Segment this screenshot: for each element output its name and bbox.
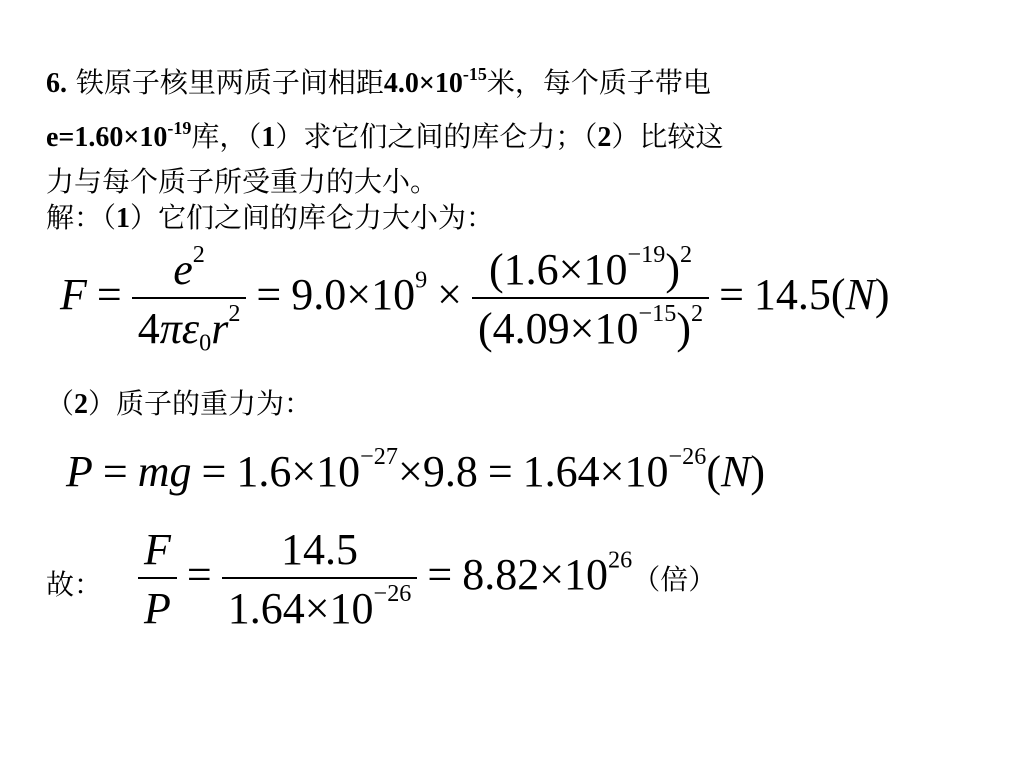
paren: ) [665,245,680,294]
label-text: ）它们之间的库仑力大小为： [130,201,495,234]
problem-text: ）比较这 [611,120,724,153]
solution-label-1 [46,196,494,236]
equals-sign: = [102,447,128,496]
epsilon-symbol: ε [181,304,200,353]
equals-sign: = [487,447,513,496]
weight-symbol: P [66,447,93,496]
times-sign: × [418,68,435,99]
problem-text: 库，（ [191,120,262,153]
paren: ( [706,447,721,496]
conclusion-label: 故： [46,568,103,601]
unit-symbol: N [720,447,751,496]
gravity-value: ×9.8 [398,447,478,496]
problem-text: ）求它们之间的库仑力；（ [275,120,598,153]
ratio-fraction [138,524,177,634]
part-number: 2 [597,122,612,153]
force-symbol: F [60,270,87,320]
part-number: 2 [74,389,89,420]
coulomb-constant: 9.0 [291,270,347,320]
coefficient: 4 [137,304,160,353]
charge-base: 10 [139,122,168,153]
exponent: −19 [627,241,666,269]
exponent: −15 [638,300,677,328]
paren: ) [874,270,890,320]
fraction-denominator [132,297,247,357]
label-text: ）质子的重力为： [88,387,313,420]
weight-value: 1.64×10 [227,584,374,633]
weight-result: 1.64×10 [522,447,669,496]
times-unit-label: （倍） [632,563,717,597]
equals-sign: = [201,447,227,496]
power-base: 10 [371,270,416,320]
paren: ) [676,304,691,353]
exponent: 9 [415,266,428,294]
distance-base: 10 [434,68,463,99]
gravity-equation [66,443,765,497]
coulomb-formula-fraction [132,241,247,357]
part-number: 1 [261,122,276,153]
fraction-denominator [222,577,418,634]
values-fraction [472,241,709,354]
problem-text: 铁原子核里两质子间相距 [75,66,384,99]
ratio-result: 8.82×10 [462,550,609,600]
times-sign: × [123,122,140,153]
problem-number: 6. [46,68,67,99]
label-text: （ [46,387,75,420]
equals-sign: = [186,550,212,600]
exponent: 2 [228,300,241,328]
pi-symbol: π [159,304,182,353]
equals-sign: = [427,550,453,600]
unit-symbol: N [845,270,875,320]
problem-line-2 [46,106,946,160]
radius-symbol: r [211,304,229,353]
fraction-denominator [472,297,709,354]
exponent: −26 [668,443,707,471]
problem-statement [46,52,946,204]
fraction-numerator [132,241,247,297]
paren: ) [750,447,765,496]
distance-exponent: -15 [462,64,487,84]
charge-symbol: e [173,245,193,294]
exponent: 26 [608,546,633,574]
fraction-numerator: F [144,525,171,574]
ratio-values-fraction [222,524,418,634]
fraction-denominator: P [138,577,177,634]
exponent: −26 [373,580,412,608]
equals-sign: = [256,270,282,320]
subscript: 0 [199,329,212,357]
ratio-equation [138,524,716,634]
distance-value: (4.09×10 [478,304,639,353]
equals-sign: = [719,270,744,320]
exponent: 2 [192,241,205,269]
label-text: 解：（ [46,201,117,234]
fraction-numerator [472,241,709,297]
distance-value: 4.0 [383,68,419,99]
mass-value: 1.6×10 [236,447,361,496]
solution-label-2 [46,382,312,422]
charge-value: e=1.60 [46,122,124,153]
coulomb-force-equation [60,241,890,357]
problem-line-3: 力与每个质子所受重力的大小。 [46,165,439,198]
part-number: 1 [116,203,131,234]
exponent: 2 [679,241,693,269]
exponent: 2 [690,300,704,328]
charge-exponent: -19 [167,118,192,138]
mass-gravity: mg [137,447,192,496]
charge-value: (1.6×10 [489,245,628,294]
force-result: 14.5( [753,270,846,320]
exponent: −27 [360,443,398,471]
problem-text: 米，每个质子带电 [486,66,711,99]
equals-sign: = [96,270,122,320]
problem-line-1 [46,52,946,106]
fraction-numerator: 14.5 [281,525,359,574]
times-sign: × [437,270,462,320]
times-sign: × [346,270,372,320]
